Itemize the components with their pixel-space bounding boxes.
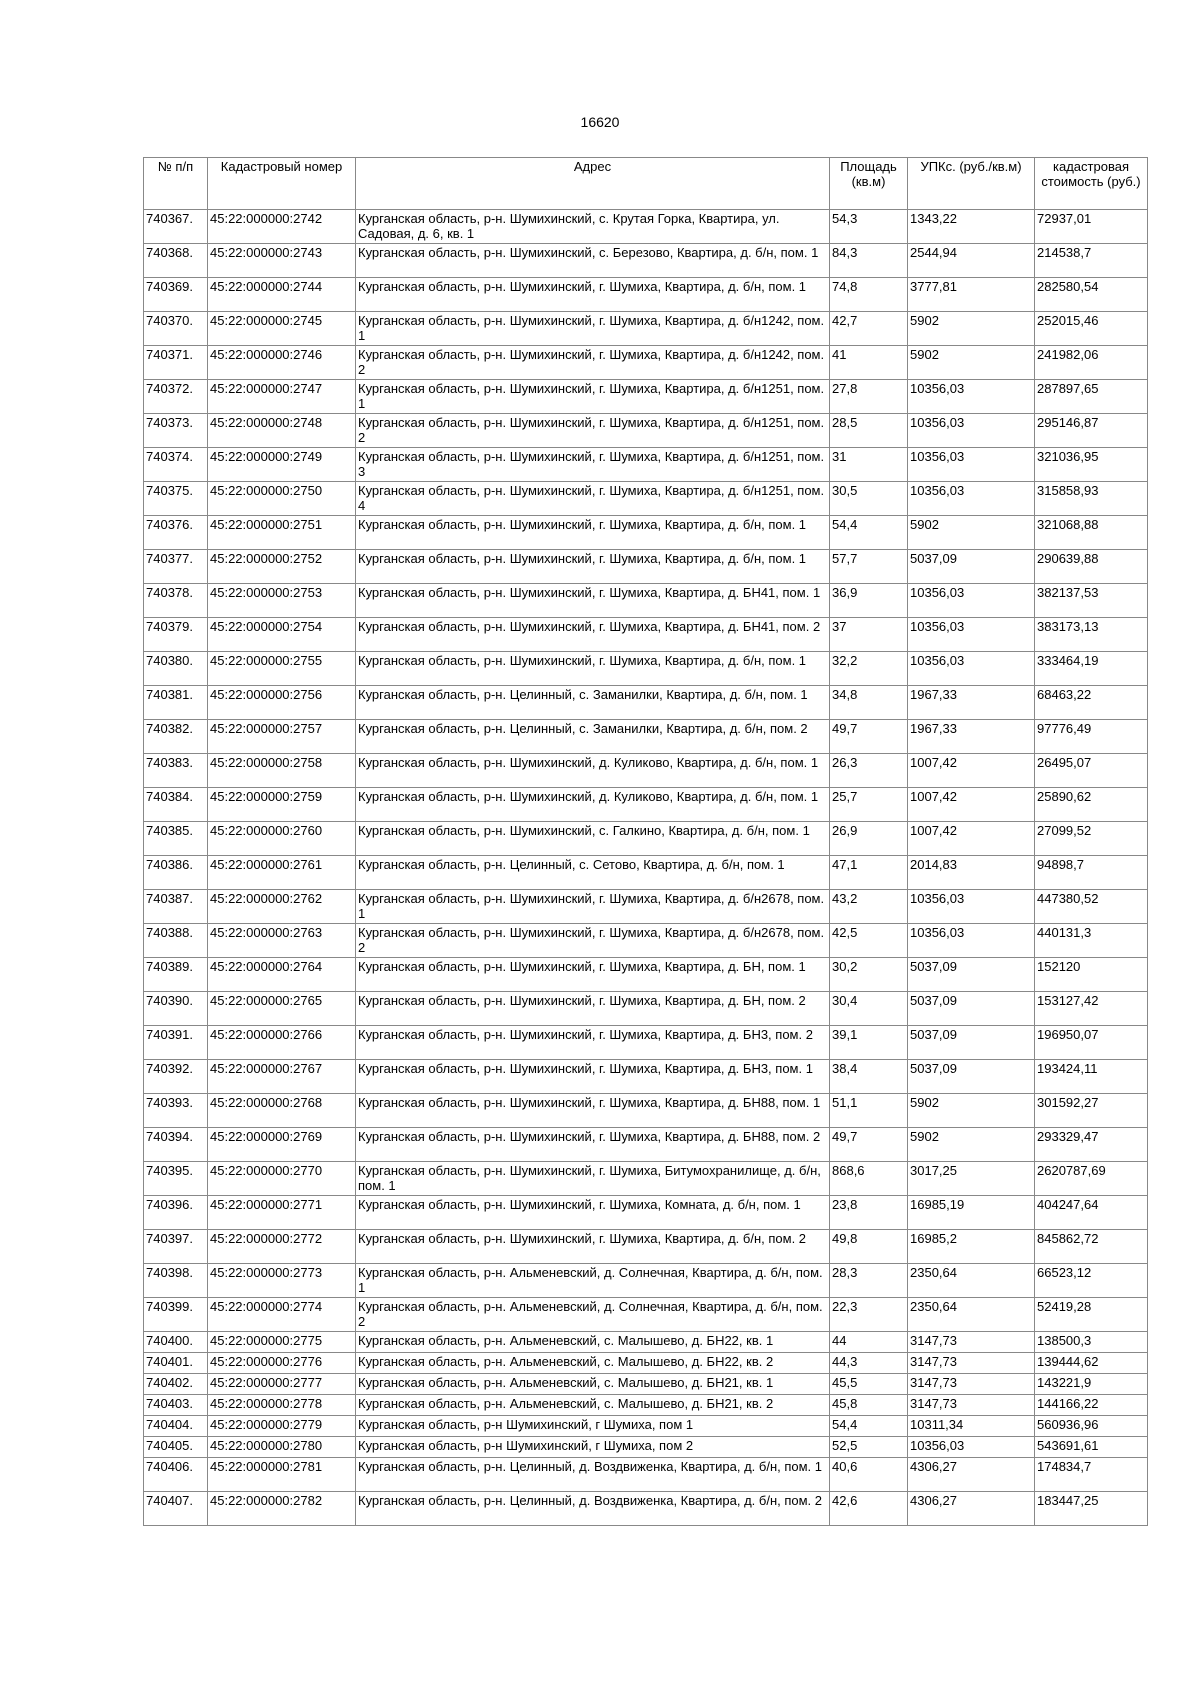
- cell-address: Курганская область, р-н. Альменевский, с. Малышево, д. БН22, кв. 2: [356, 1353, 830, 1374]
- cell-area: 30,2: [830, 958, 908, 992]
- cell-cadastral-cost: 94898,7: [1035, 856, 1148, 890]
- cell-cadastral-number: 45:22:000000:2755: [208, 652, 356, 686]
- cell-row-number: 740377.: [144, 550, 208, 584]
- cell-address: Курганская область, р-н. Шумихинский, г. Шумиха, Квартира, д. б/н2678, пом. 1: [356, 890, 830, 924]
- cell-cadastral-cost: 72937,01: [1035, 210, 1148, 244]
- cell-cadastral-number: 45:22:000000:2759: [208, 788, 356, 822]
- cell-row-number: 740386.: [144, 856, 208, 890]
- cell-cadastral-cost: 295146,87: [1035, 414, 1148, 448]
- cell-upks: 16985,19: [908, 1196, 1035, 1230]
- cell-cadastral-number: 45:22:000000:2781: [208, 1458, 356, 1492]
- table-row: [144, 822, 1148, 856]
- cell-area: 25,7: [830, 788, 908, 822]
- cell-upks: 10311,34: [908, 1416, 1035, 1437]
- cell-cadastral-cost: 143221,9: [1035, 1374, 1148, 1395]
- cell-row-number: 740368.: [144, 244, 208, 278]
- cell-row-number: 740373.: [144, 414, 208, 448]
- cell-address: Курганская область, р-н. Шумихинский, г. Шумиха, Квартира, д. б/н, пом. 1: [356, 652, 830, 686]
- cell-area: 22,3: [830, 1298, 908, 1332]
- table-row: [144, 516, 1148, 550]
- cell-cadastral-cost: 315858,93: [1035, 482, 1148, 516]
- cell-row-number: 740397.: [144, 1230, 208, 1264]
- cell-cadastral-number: 45:22:000000:2768: [208, 1094, 356, 1128]
- cell-cadastral-cost: 196950,07: [1035, 1026, 1148, 1060]
- table-row: [144, 1128, 1148, 1162]
- table-row: [144, 278, 1148, 312]
- cell-cadastral-cost: 144166,22: [1035, 1395, 1148, 1416]
- cell-cadastral-cost: 440131,3: [1035, 924, 1148, 958]
- cell-address: Курганская область, р-н. Целинный, д. Воздвиженка, Квартира, д. б/н, пом. 2: [356, 1492, 830, 1526]
- cell-area: 31: [830, 448, 908, 482]
- cell-area: 37: [830, 618, 908, 652]
- cell-area: 868,6: [830, 1162, 908, 1196]
- cell-address: Курганская область, р-н Шумихинский, г Шумиха, пом 1: [356, 1416, 830, 1437]
- cell-cadastral-cost: 241982,06: [1035, 346, 1148, 380]
- cell-upks: 10356,03: [908, 584, 1035, 618]
- cell-area: 74,8: [830, 278, 908, 312]
- table-row: [144, 1437, 1148, 1458]
- cell-upks: 2350,64: [908, 1298, 1035, 1332]
- cell-cadastral-cost: 845862,72: [1035, 1230, 1148, 1264]
- cell-upks: 1967,33: [908, 686, 1035, 720]
- cell-area: 42,6: [830, 1492, 908, 1526]
- cell-address: Курганская область, р-н. Шумихинский, г. Шумиха, Квартира, д. б/н1251, пом. 2: [356, 414, 830, 448]
- cell-cadastral-number: 45:22:000000:2775: [208, 1332, 356, 1353]
- cell-area: 40,6: [830, 1458, 908, 1492]
- cell-area: 38,4: [830, 1060, 908, 1094]
- cell-cadastral-cost: 2620787,69: [1035, 1162, 1148, 1196]
- cell-row-number: 740381.: [144, 686, 208, 720]
- cell-address: Курганская область, р-н. Шумихинский, г. Шумиха, Квартира, д. БН88, пом. 1: [356, 1094, 830, 1128]
- cell-upks: 5902: [908, 312, 1035, 346]
- cell-row-number: 740403.: [144, 1395, 208, 1416]
- cell-address: Курганская область, р-н. Альменевский, с. Малышево, д. БН21, кв. 2: [356, 1395, 830, 1416]
- cell-area: 28,3: [830, 1264, 908, 1298]
- cell-cadastral-number: 45:22:000000:2779: [208, 1416, 356, 1437]
- table-row: [144, 210, 1148, 244]
- cell-cadastral-cost: 290639,88: [1035, 550, 1148, 584]
- table-row: [144, 1458, 1148, 1492]
- cell-cadastral-cost: 382137,53: [1035, 584, 1148, 618]
- cell-row-number: 740405.: [144, 1437, 208, 1458]
- cell-cadastral-number: 45:22:000000:2744: [208, 278, 356, 312]
- table-row: [144, 1264, 1148, 1298]
- cell-address: Курганская область, р-н. Шумихинский, г. Шумиха, Квартира, д. б/н, пом. 1: [356, 550, 830, 584]
- cell-cadastral-cost: 25890,62: [1035, 788, 1148, 822]
- cell-row-number: 740398.: [144, 1264, 208, 1298]
- cell-address: Курганская область, р-н. Шумихинский, г. Шумиха, Битумохранилище, д. б/н, пом. 1: [356, 1162, 830, 1196]
- cell-area: 23,8: [830, 1196, 908, 1230]
- cell-cadastral-number: 45:22:000000:2743: [208, 244, 356, 278]
- table-row: [144, 924, 1148, 958]
- table-row: [144, 1094, 1148, 1128]
- cell-cadastral-number: 45:22:000000:2763: [208, 924, 356, 958]
- cell-area: 32,2: [830, 652, 908, 686]
- cell-upks: 5902: [908, 1094, 1035, 1128]
- cell-cadastral-number: 45:22:000000:2782: [208, 1492, 356, 1526]
- cell-cadastral-number: 45:22:000000:2770: [208, 1162, 356, 1196]
- cell-cadastral-cost: 282580,54: [1035, 278, 1148, 312]
- cell-cadastral-cost: 27099,52: [1035, 822, 1148, 856]
- table-row: [144, 618, 1148, 652]
- cell-address: Курганская область, р-н. Шумихинский, г. Шумиха, Квартира, д. БН41, пом. 2: [356, 618, 830, 652]
- cell-address: Курганская область, р-н. Целинный, с. Сетово, Квартира, д. б/н, пом. 1: [356, 856, 830, 890]
- cell-cadastral-cost: 214538,7: [1035, 244, 1148, 278]
- cell-cadastral-number: 45:22:000000:2749: [208, 448, 356, 482]
- header-cadastral-number: Кадастровый номер: [208, 158, 356, 210]
- cell-area: 47,1: [830, 856, 908, 890]
- cell-cadastral-number: 45:22:000000:2771: [208, 1196, 356, 1230]
- cell-row-number: 740389.: [144, 958, 208, 992]
- cell-address: Курганская область, р-н. Шумихинский, г. Шумиха, Квартира, д. БН3, пом. 1: [356, 1060, 830, 1094]
- cell-row-number: 740367.: [144, 210, 208, 244]
- cell-row-number: 740379.: [144, 618, 208, 652]
- cell-area: 42,7: [830, 312, 908, 346]
- cell-cadastral-cost: 152120: [1035, 958, 1148, 992]
- cell-cadastral-cost: 321068,88: [1035, 516, 1148, 550]
- cell-cadastral-number: 45:22:000000:2778: [208, 1395, 356, 1416]
- cell-cadastral-number: 45:22:000000:2746: [208, 346, 356, 380]
- cell-upks: 1007,42: [908, 822, 1035, 856]
- cell-upks: 2544,94: [908, 244, 1035, 278]
- cell-upks: 16985,2: [908, 1230, 1035, 1264]
- table-row: [144, 550, 1148, 584]
- table-row: [144, 1353, 1148, 1374]
- table-row: [144, 1395, 1148, 1416]
- cell-upks: 5037,09: [908, 958, 1035, 992]
- cell-cadastral-number: 45:22:000000:2748: [208, 414, 356, 448]
- cell-row-number: 740382.: [144, 720, 208, 754]
- cell-row-number: 740393.: [144, 1094, 208, 1128]
- table-row: [144, 1162, 1148, 1196]
- cell-upks: 2014,83: [908, 856, 1035, 890]
- cell-row-number: 740380.: [144, 652, 208, 686]
- cell-cadastral-number: 45:22:000000:2764: [208, 958, 356, 992]
- cell-area: 54,4: [830, 1416, 908, 1437]
- cell-cadastral-number: 45:22:000000:2754: [208, 618, 356, 652]
- cell-cadastral-cost: 404247,64: [1035, 1196, 1148, 1230]
- cell-upks: 1343,22: [908, 210, 1035, 244]
- cell-address: Курганская область, р-н. Целинный, с. Заманилки, Квартира, д. б/н, пом. 1: [356, 686, 830, 720]
- cell-upks: 10356,03: [908, 618, 1035, 652]
- table-row: [144, 414, 1148, 448]
- cell-address: Курганская область, р-н. Альменевский, с. Малышево, д. БН22, кв. 1: [356, 1332, 830, 1353]
- table-row: [144, 1026, 1148, 1060]
- cell-cadastral-cost: 183447,25: [1035, 1492, 1148, 1526]
- cell-row-number: 740383.: [144, 754, 208, 788]
- cell-address: Курганская область, р-н. Шумихинский, г. Шумиха, Квартира, д. б/н1242, пом. 1: [356, 312, 830, 346]
- table-row: [144, 1492, 1148, 1526]
- cell-cadastral-number: 45:22:000000:2750: [208, 482, 356, 516]
- cell-upks: 5902: [908, 346, 1035, 380]
- cell-address: Курганская область, р-н. Шумихинский, д. Куликово, Квартира, д. б/н, пом. 1: [356, 754, 830, 788]
- cell-row-number: 740390.: [144, 992, 208, 1026]
- cell-cadastral-number: 45:22:000000:2774: [208, 1298, 356, 1332]
- cell-row-number: 740388.: [144, 924, 208, 958]
- cell-area: 30,4: [830, 992, 908, 1026]
- cell-row-number: 740401.: [144, 1353, 208, 1374]
- cell-cadastral-number: 45:22:000000:2777: [208, 1374, 356, 1395]
- cell-address: Курганская область, р-н. Шумихинский, с. Березово, Квартира, д. б/н, пом. 1: [356, 244, 830, 278]
- cell-cadastral-number: 45:22:000000:2762: [208, 890, 356, 924]
- cell-cadastral-cost: 138500,3: [1035, 1332, 1148, 1353]
- cell-area: 26,3: [830, 754, 908, 788]
- page-number: 16620: [580, 114, 620, 130]
- cell-row-number: 740375.: [144, 482, 208, 516]
- cell-row-number: 740402.: [144, 1374, 208, 1395]
- cell-area: 54,4: [830, 516, 908, 550]
- cell-upks: 3147,73: [908, 1353, 1035, 1374]
- cell-area: 34,8: [830, 686, 908, 720]
- cell-cadastral-cost: 26495,07: [1035, 754, 1148, 788]
- cell-address: Курганская область, р-н. Шумихинский, г. Шумиха, Квартира, д. БН3, пом. 2: [356, 1026, 830, 1060]
- cell-area: 44,3: [830, 1353, 908, 1374]
- cell-row-number: 740370.: [144, 312, 208, 346]
- cell-cadastral-number: 45:22:000000:2742: [208, 210, 356, 244]
- table-row: [144, 754, 1148, 788]
- cell-upks: 4306,27: [908, 1458, 1035, 1492]
- cell-upks: 3777,81: [908, 278, 1035, 312]
- cell-cadastral-cost: 66523,12: [1035, 1264, 1148, 1298]
- cell-upks: 5902: [908, 1128, 1035, 1162]
- cell-upks: 3147,73: [908, 1374, 1035, 1395]
- cell-cadastral-cost: 447380,52: [1035, 890, 1148, 924]
- cell-area: 45,5: [830, 1374, 908, 1395]
- cell-cadastral-cost: 52419,28: [1035, 1298, 1148, 1332]
- table-row: [144, 720, 1148, 754]
- table-row: [144, 584, 1148, 618]
- table-row: [144, 448, 1148, 482]
- table-row: [144, 1374, 1148, 1395]
- cell-upks: 10356,03: [908, 890, 1035, 924]
- cell-address: Курганская область, р-н. Шумихинский, д. Куликово, Квартира, д. б/н, пом. 1: [356, 788, 830, 822]
- cell-address: Курганская область, р-н. Шумихинский, г. Шумиха, Квартира, д. б/н1251, пом. 3: [356, 448, 830, 482]
- cell-address: Курганская область, р-н. Шумихинский, г. Шумиха, Квартира, д. БН, пом. 1: [356, 958, 830, 992]
- cell-area: 39,1: [830, 1026, 908, 1060]
- cell-cadastral-number: 45:22:000000:2776: [208, 1353, 356, 1374]
- cell-row-number: 740392.: [144, 1060, 208, 1094]
- cell-address: Курганская область, р-н. Альменевский, с. Малышево, д. БН21, кв. 1: [356, 1374, 830, 1395]
- cell-row-number: 740372.: [144, 380, 208, 414]
- cell-area: 52,5: [830, 1437, 908, 1458]
- cell-row-number: 740369.: [144, 278, 208, 312]
- header-area: Площадь (кв.м): [830, 158, 908, 210]
- cell-cadastral-number: 45:22:000000:2773: [208, 1264, 356, 1298]
- cell-upks: 5902: [908, 516, 1035, 550]
- cell-cadastral-cost: 68463,22: [1035, 686, 1148, 720]
- cell-area: 36,9: [830, 584, 908, 618]
- cell-address: Курганская область, р-н. Целинный, д. Воздвиженка, Квартира, д. б/н, пом. 1: [356, 1458, 830, 1492]
- cell-row-number: 740391.: [144, 1026, 208, 1060]
- cell-area: 41: [830, 346, 908, 380]
- cell-address: Курганская область, р-н Шумихинский, г Шумиха, пом 2: [356, 1437, 830, 1458]
- cell-cadastral-cost: 193424,11: [1035, 1060, 1148, 1094]
- cell-upks: 5037,09: [908, 1060, 1035, 1094]
- cell-address: Курганская область, р-н. Шумихинский, г. Шумиха, Квартира, д. б/н1251, пом. 1: [356, 380, 830, 414]
- cell-cadastral-cost: 252015,46: [1035, 312, 1148, 346]
- cell-row-number: 740396.: [144, 1196, 208, 1230]
- cell-row-number: 740407.: [144, 1492, 208, 1526]
- cell-address: Курганская область, р-н. Шумихинский, г. Шумиха, Комната, д. б/н, пом. 1: [356, 1196, 830, 1230]
- cell-upks: 4306,27: [908, 1492, 1035, 1526]
- cell-area: 54,3: [830, 210, 908, 244]
- cell-cadastral-cost: 383173,13: [1035, 618, 1148, 652]
- cell-upks: 5037,09: [908, 1026, 1035, 1060]
- cell-row-number: 740371.: [144, 346, 208, 380]
- cell-area: 45,8: [830, 1395, 908, 1416]
- cell-cadastral-number: 45:22:000000:2769: [208, 1128, 356, 1162]
- cell-upks: 5037,09: [908, 550, 1035, 584]
- cell-area: 28,5: [830, 414, 908, 448]
- cell-address: Курганская область, р-н. Шумихинский, г. Шумиха, Квартира, д. б/н1251, пом. 4: [356, 482, 830, 516]
- table-row: [144, 1196, 1148, 1230]
- cell-row-number: 740404.: [144, 1416, 208, 1437]
- cell-address: Курганская область, р-н. Шумихинский, г. Шумиха, Квартира, д. БН41, пом. 1: [356, 584, 830, 618]
- header-address: Адрес: [356, 158, 830, 210]
- cell-address: Курганская область, р-н. Целинный, с. Заманилки, Квартира, д. б/н, пом. 2: [356, 720, 830, 754]
- cell-cadastral-number: 45:22:000000:2780: [208, 1437, 356, 1458]
- cell-address: Курганская область, р-н. Шумихинский, г. Шумиха, Квартира, д. б/н, пом. 2: [356, 1230, 830, 1264]
- cell-row-number: 740395.: [144, 1162, 208, 1196]
- cell-cadastral-number: 45:22:000000:2766: [208, 1026, 356, 1060]
- cell-row-number: 740387.: [144, 890, 208, 924]
- cell-area: 30,5: [830, 482, 908, 516]
- cell-cadastral-cost: 560936,96: [1035, 1416, 1148, 1437]
- cell-address: Курганская область, р-н. Шумихинский, г. Шумиха, Квартира, д. б/н1242, пом. 2: [356, 346, 830, 380]
- cell-cadastral-cost: 153127,42: [1035, 992, 1148, 1026]
- cell-upks: 10356,03: [908, 1437, 1035, 1458]
- cell-cadastral-number: 45:22:000000:2756: [208, 686, 356, 720]
- cell-row-number: 740394.: [144, 1128, 208, 1162]
- cell-upks: 10356,03: [908, 414, 1035, 448]
- table-row: [144, 482, 1148, 516]
- cell-row-number: 740400.: [144, 1332, 208, 1353]
- table-row: [144, 686, 1148, 720]
- cell-area: 26,9: [830, 822, 908, 856]
- cell-cadastral-number: 45:22:000000:2758: [208, 754, 356, 788]
- cell-address: Курганская область, р-н. Шумихинский, г. Шумиха, Квартира, д. б/н, пом. 1: [356, 278, 830, 312]
- cell-row-number: 740406.: [144, 1458, 208, 1492]
- table-row: [144, 992, 1148, 1026]
- cell-upks: 1007,42: [908, 788, 1035, 822]
- cell-cadastral-number: 45:22:000000:2745: [208, 312, 356, 346]
- cell-area: 57,7: [830, 550, 908, 584]
- cell-upks: 2350,64: [908, 1264, 1035, 1298]
- cell-cadastral-cost: 301592,27: [1035, 1094, 1148, 1128]
- cell-upks: 1967,33: [908, 720, 1035, 754]
- cell-cadastral-cost: 287897,65: [1035, 380, 1148, 414]
- cell-area: 44: [830, 1332, 908, 1353]
- cell-area: 49,7: [830, 1128, 908, 1162]
- cell-upks: 3017,25: [908, 1162, 1035, 1196]
- cell-area: 84,3: [830, 244, 908, 278]
- cell-cadastral-cost: 321036,95: [1035, 448, 1148, 482]
- cell-cadastral-number: 45:22:000000:2757: [208, 720, 356, 754]
- cell-upks: 10356,03: [908, 380, 1035, 414]
- cell-row-number: 740385.: [144, 822, 208, 856]
- cell-area: 27,8: [830, 380, 908, 414]
- cell-cadastral-number: 45:22:000000:2747: [208, 380, 356, 414]
- cell-address: Курганская область, р-н. Альменевский, д. Солнечная, Квартира, д. б/н, пом. 2: [356, 1298, 830, 1332]
- cell-cadastral-cost: 139444,62: [1035, 1353, 1148, 1374]
- cell-address: Курганская область, р-н. Альменевский, д. Солнечная, Квартира, д. б/н, пом. 1: [356, 1264, 830, 1298]
- cell-cadastral-cost: 293329,47: [1035, 1128, 1148, 1162]
- cell-upks: 10356,03: [908, 652, 1035, 686]
- cell-address: Курганская область, р-н. Шумихинский, с. Крутая Горка, Квартира, ул. Садовая, д. 6, кв. 1: [356, 210, 830, 244]
- table-row: [144, 312, 1148, 346]
- cell-cadastral-number: 45:22:000000:2760: [208, 822, 356, 856]
- table-row: [144, 958, 1148, 992]
- table-row: [144, 788, 1148, 822]
- cell-cadastral-number: 45:22:000000:2765: [208, 992, 356, 1026]
- cell-upks: 3147,73: [908, 1395, 1035, 1416]
- cell-cadastral-number: 45:22:000000:2761: [208, 856, 356, 890]
- cell-cadastral-number: 45:22:000000:2751: [208, 516, 356, 550]
- cadastral-value-table: [143, 157, 1148, 1526]
- cell-row-number: 740376.: [144, 516, 208, 550]
- cell-cadastral-cost: 174834,7: [1035, 1458, 1148, 1492]
- header-cadastral-cost: кадастровая стоимость (руб.): [1035, 158, 1148, 210]
- cell-area: 49,8: [830, 1230, 908, 1264]
- cell-upks: 10356,03: [908, 482, 1035, 516]
- cell-address: Курганская область, р-н. Шумихинский, г. Шумиха, Квартира, д. б/н2678, пом. 2: [356, 924, 830, 958]
- cell-row-number: 740378.: [144, 584, 208, 618]
- cell-upks: 5037,09: [908, 992, 1035, 1026]
- cell-cadastral-cost: 333464,19: [1035, 652, 1148, 686]
- cell-address: Курганская область, р-н. Шумихинский, с. Галкино, Квартира, д. б/н, пом. 1: [356, 822, 830, 856]
- table-row: [144, 652, 1148, 686]
- cell-address: Курганская область, р-н. Шумихинский, г. Шумиха, Квартира, д. БН, пом. 2: [356, 992, 830, 1026]
- cell-area: 42,5: [830, 924, 908, 958]
- cell-area: 43,2: [830, 890, 908, 924]
- table-row: [144, 380, 1148, 414]
- cell-upks: 1007,42: [908, 754, 1035, 788]
- table-row: [144, 1298, 1148, 1332]
- cell-row-number: 740384.: [144, 788, 208, 822]
- cell-upks: 3147,73: [908, 1332, 1035, 1353]
- cell-cadastral-number: 45:22:000000:2772: [208, 1230, 356, 1264]
- table-row: [144, 1416, 1148, 1437]
- table-row: [144, 1060, 1148, 1094]
- cell-address: Курганская область, р-н. Шумихинский, г. Шумиха, Квартира, д. б/н, пом. 1: [356, 516, 830, 550]
- cell-cadastral-number: 45:22:000000:2767: [208, 1060, 356, 1094]
- cell-area: 51,1: [830, 1094, 908, 1128]
- table-row: [144, 244, 1148, 278]
- table-header-row: [144, 158, 1148, 210]
- cell-cadastral-number: 45:22:000000:2753: [208, 584, 356, 618]
- header-num: № п/п: [144, 158, 208, 210]
- cell-cadastral-cost: 97776,49: [1035, 720, 1148, 754]
- table-row: [144, 856, 1148, 890]
- table-row: [144, 1230, 1148, 1264]
- cell-area: 49,7: [830, 720, 908, 754]
- cell-cadastral-number: 45:22:000000:2752: [208, 550, 356, 584]
- cell-row-number: 740374.: [144, 448, 208, 482]
- cell-address: Курганская область, р-н. Шумихинский, г. Шумиха, Квартира, д. БН88, пом. 2: [356, 1128, 830, 1162]
- cell-cadastral-cost: 543691,61: [1035, 1437, 1148, 1458]
- header-upks: УПКс. (руб./кв.м): [908, 158, 1035, 210]
- table-row: [144, 346, 1148, 380]
- table-row: [144, 890, 1148, 924]
- cell-row-number: 740399.: [144, 1298, 208, 1332]
- table-row: [144, 1332, 1148, 1353]
- cell-upks: 10356,03: [908, 924, 1035, 958]
- cell-upks: 10356,03: [908, 448, 1035, 482]
